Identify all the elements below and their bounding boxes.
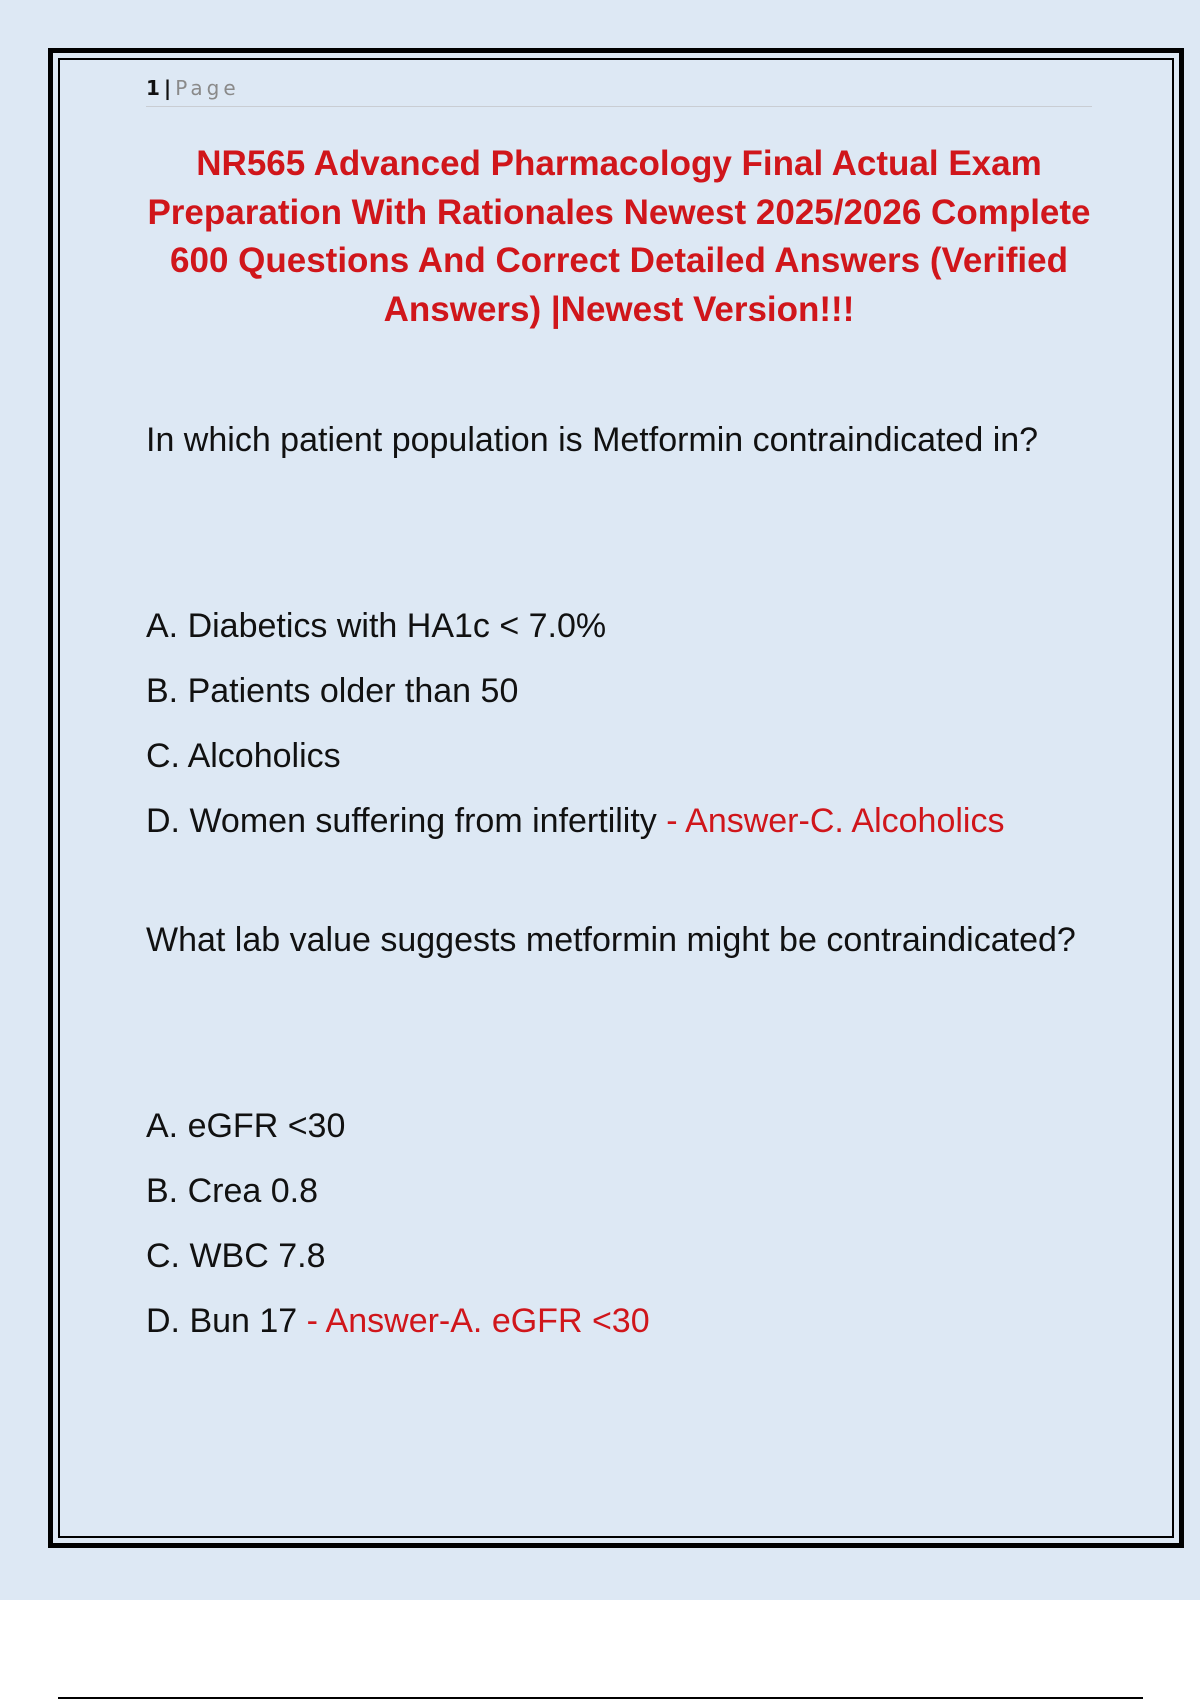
- question-1-option-d-text: D. Women suffering from infertility: [146, 802, 657, 840]
- page-number: 1: [146, 76, 160, 100]
- question-1-option-b: B. Patients older than 50: [146, 672, 519, 710]
- question-2-option-b: B. Crea 0.8: [146, 1172, 318, 1210]
- question-2-option-c: C. WBC 7.8: [146, 1237, 326, 1275]
- question-2-option-d: [146, 1289, 1106, 1354]
- question-2-options: [146, 1094, 1106, 1354]
- page-label: Page: [175, 76, 240, 100]
- question-1-options: [146, 594, 1106, 854]
- question-2-option-a: A. eGFR <30: [146, 1107, 346, 1145]
- footer-rule: [58, 1697, 1143, 1699]
- question-1-option-a: A. Diabetics with HA1c < 7.0%: [146, 607, 607, 645]
- question-1-option-d: [146, 789, 1106, 854]
- question-2-text: What lab value suggests metformin might be contraindicated?: [146, 921, 1076, 959]
- document-title: NR565 Advanced Pharmacology Final Actual Exam Preparation With Rationales Newest 2025/2026 Complete 600 Questions And Correct Detailed Answers (Verified Answers) |Newest Version!!!: [147, 144, 1091, 329]
- question-1-answer: - Answer-C. Alcoholics: [656, 802, 1005, 840]
- page-header: [146, 74, 1092, 107]
- question-2-option-d-text: D. Bun 17: [146, 1302, 298, 1340]
- question-1-option-c: C. Alcoholics: [146, 737, 341, 775]
- question-1-text: In which patient population is Metformin contraindicated in?: [146, 421, 1039, 459]
- question-2-answer: - Answer-A. eGFR <30: [297, 1302, 650, 1340]
- page-separator: |: [163, 76, 172, 100]
